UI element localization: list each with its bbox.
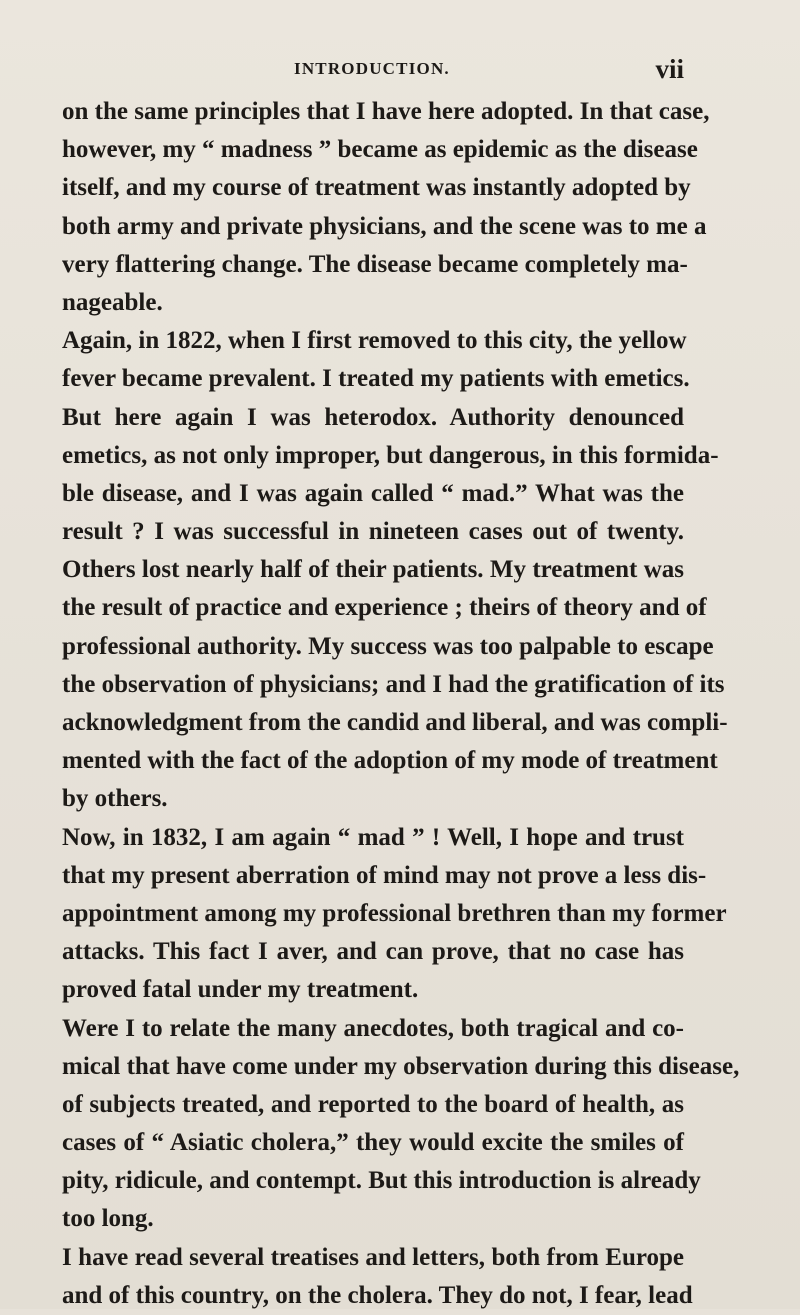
text-line: mented with the fact of the adoption of my mode of treatment — [62, 747, 718, 775]
body-text — [62, 93, 740, 1315]
text-line: that my present aberration of mind may not prove a less dis- — [62, 861, 707, 889]
text-line: proved fatal under my treatment. — [62, 976, 419, 1004]
text-line: Again, in 1822, when I first removed to this city, the yellow — [62, 327, 687, 355]
page-header — [62, 52, 684, 86]
text-line: itself, and my course of treatment was instantly adopted by — [62, 174, 691, 202]
text-line: pity, ridicule, and contempt. But this introduction is already — [62, 1167, 701, 1195]
text-line: both army and private physicians, and the scene was to me a — [62, 212, 707, 240]
text-line: attacks. This fact I aver, and can prove, that no case has — [62, 938, 684, 966]
text-line: result ? I was successful in nineteen cases out of twenty. — [62, 518, 684, 546]
text-line: fever became prevalent. I treated my patients with emetics. — [62, 365, 690, 393]
page-number: vii — [655, 54, 684, 84]
text-line: I have read several treatises and letters, both from Europe — [62, 1243, 684, 1271]
text-line: too long. — [62, 1205, 154, 1233]
text-line: very flattering change. The disease became completely ma- — [62, 250, 688, 278]
text-line: cases of “ Asiatic cholera,” they would excite the smiles of — [62, 1129, 684, 1157]
text-line: Others lost nearly half of their patients. My treatment was — [62, 556, 684, 584]
text-line: nageable. — [62, 288, 163, 316]
text-line: ble disease, and I was again called “ mad.” What was the — [62, 479, 684, 507]
text-line: emetics, as not only improper, but dangerous, in this formida- — [62, 441, 719, 469]
text-line: however, my “ madness ” became as epidemic as the disease — [62, 136, 698, 164]
text-line: professional authority. My success was too palpable to escape — [62, 632, 714, 660]
text-line: of subjects treated, and reported to the board of health, as — [62, 1090, 684, 1118]
text-line: and of this country, on the cholera. They do not, I fear, lead — [62, 1281, 693, 1309]
text-line: But here again I was heterodox. Authority denounced — [62, 403, 684, 431]
text-line: appointment among my professional brethren than my former — [62, 899, 727, 927]
text-line: the result of practice and experience ; theirs of theory and of — [62, 594, 707, 622]
text-line: by others. — [62, 785, 168, 813]
text-line: mical that have come under my observation during this disease, — [62, 1052, 740, 1080]
text-line: Were I to relate the many anecdotes, both tragical and co- — [62, 1014, 684, 1042]
running-head: INTRODUCTION. — [294, 59, 450, 78]
text-line: on the same principles that I have here adopted. In that case, — [62, 98, 710, 125]
text-line: acknowledgment from the candid and liberal, and was compli- — [62, 709, 728, 736]
text-line: the observation of physicians; and I had the gratification of its — [62, 670, 725, 698]
text-line: Now, in 1832, I am again “ mad ” ! Well, I hope and trust — [62, 823, 684, 851]
